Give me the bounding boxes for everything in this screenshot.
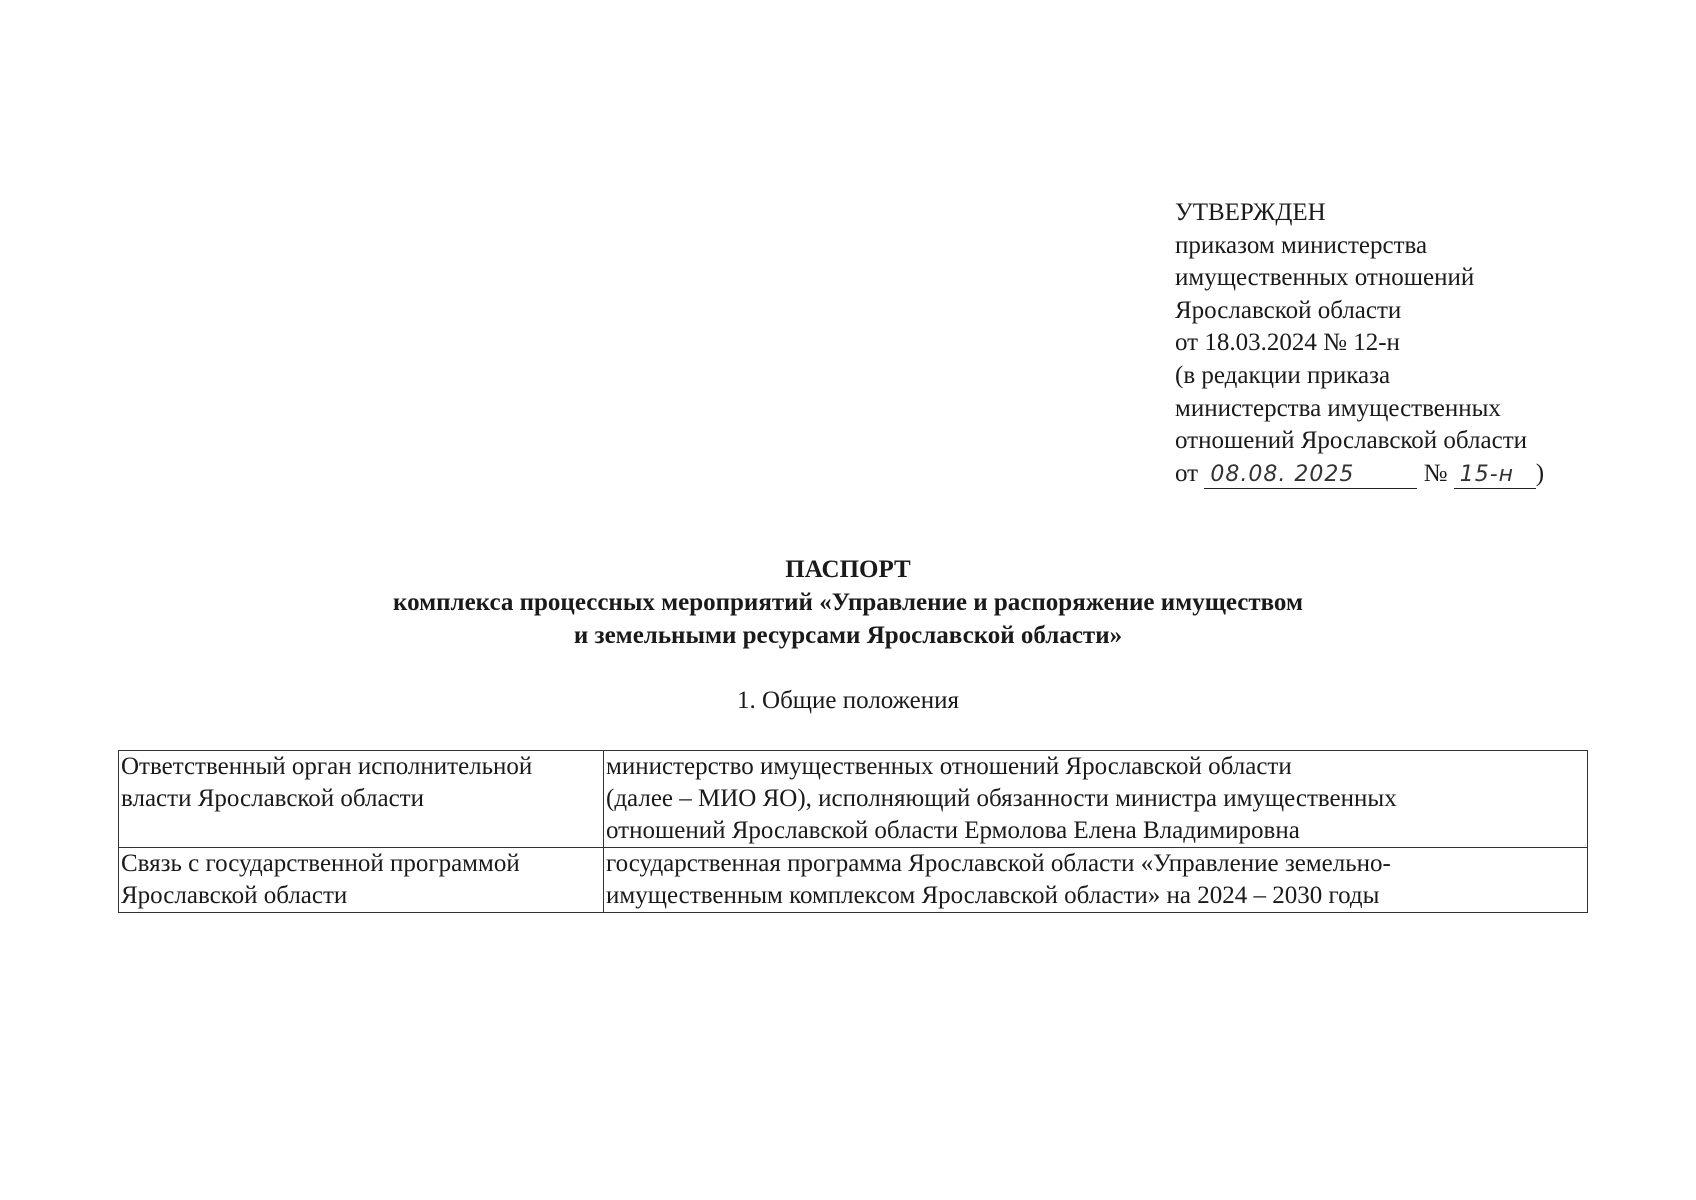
- table-cell-label: [119, 751, 604, 848]
- approval-stamp-block: [1175, 197, 1635, 490]
- approval-line: (в редакции приказа: [1175, 361, 1391, 389]
- document-title: [0, 553, 1696, 652]
- title-line: и земельными ресурсами Ярославской области»: [573, 622, 1123, 649]
- cell-text: (далее – МИО ЯО), исполняющий обязанности министра имущественных: [606, 785, 1397, 812]
- close-paren: ): [1535, 459, 1545, 487]
- number-blank: [1454, 461, 1536, 489]
- cell-text: Связь с государственной программой: [121, 850, 520, 877]
- approval-heading: УТВЕРЖДЕН: [1175, 199, 1326, 226]
- from-label: от: [1175, 459, 1199, 487]
- date-blank: [1204, 461, 1417, 489]
- approval-order-ref: от 18.03.2024 № 12-н: [1175, 329, 1400, 357]
- table-row: [119, 848, 1588, 913]
- cell-text: отношений Ярославской области Ермолова Елена Владимировна: [606, 817, 1300, 844]
- approval-line: имущественных отношений: [1175, 264, 1475, 292]
- handwritten-number: 15-н: [1459, 461, 1515, 487]
- handwritten-date: 08.08. 2025: [1210, 461, 1355, 487]
- general-provisions-table: [118, 750, 1588, 913]
- cell-text: власти Ярославской области: [121, 785, 424, 812]
- section-heading: 1. Общие положения: [737, 687, 959, 714]
- cell-text: Ответственный орган исполнительной: [121, 753, 533, 780]
- approval-line: Ярославской области: [1175, 296, 1402, 324]
- table-row: [119, 751, 1588, 848]
- cell-text: имущественным комплексом Ярославской области» на 2024 – 2030 годы: [606, 882, 1380, 909]
- table-cell-value: [604, 751, 1588, 848]
- title-line: комплекса процессных мероприятий «Управление и распоряжение имуществом: [393, 589, 1303, 616]
- approval-line: министерства имущественных: [1175, 394, 1501, 422]
- table-cell-label: [119, 848, 604, 913]
- number-sign: №: [1423, 459, 1448, 487]
- table-cell-value: [604, 848, 1588, 913]
- approval-line: отношений Ярославской области: [1175, 427, 1528, 455]
- cell-text: государственная программа Ярославской области «Управление земельно-: [606, 850, 1391, 877]
- approval-line: приказом министерства: [1175, 231, 1428, 259]
- title-heading: ПАСПОРТ: [785, 556, 911, 583]
- cell-text: министерство имущественных отношений Ярославской области: [606, 753, 1292, 780]
- approval-amendment-ref: [1175, 458, 1635, 491]
- cell-text: Ярославской области: [121, 882, 348, 909]
